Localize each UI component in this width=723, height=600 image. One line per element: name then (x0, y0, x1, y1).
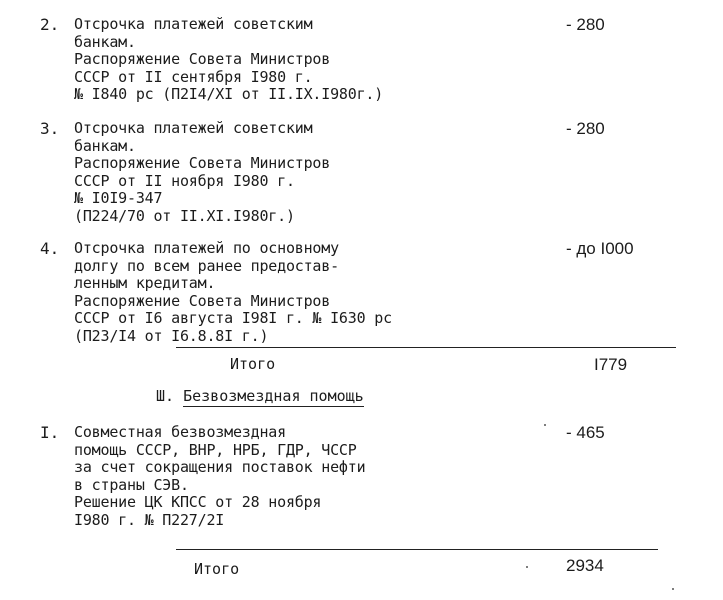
scan-speck (544, 424, 546, 426)
item-line: ленным кредитам. (74, 274, 216, 292)
subtotal-value: I779 (594, 355, 628, 374)
item-number: 4. (40, 239, 60, 258)
item-line: помощь СССР, ВНР, НРБ, ГДР, ЧССР (74, 440, 357, 459)
item-text (74, 16, 383, 104)
item-line: СССР от II сентября I980 г. (74, 67, 313, 86)
item-line: Отсрочка платежей советским (74, 15, 313, 33)
item-text (74, 120, 330, 225)
item-number: 2. (40, 15, 60, 34)
item-text (74, 424, 365, 529)
item-line: СССР от I6 августа I98I г. № I630 рс (74, 309, 392, 327)
item-amount: - 465 (566, 423, 605, 442)
item-line: СССР от II ноября I980 г. (74, 171, 295, 190)
section-heading (156, 388, 364, 405)
item-line: за счет сокращения поставок нефти (74, 458, 366, 476)
item-line: банкам. (74, 136, 136, 155)
subtotal-rule (176, 347, 676, 348)
item-line: (П224/70 от II.XI.I980г.) (74, 206, 295, 225)
item-line: долгу по всем ранее предостав- (74, 256, 339, 275)
item-number: 3. (40, 119, 60, 138)
item-amount: - 280 (566, 15, 605, 34)
scan-speck (526, 566, 528, 568)
item-line: № I840 рс (П2I4/XI от II.IX.I980г.) (74, 85, 384, 103)
item-number: I. (40, 423, 60, 442)
total-value: 2934 (566, 556, 604, 575)
item-line: № I0I9-347 (74, 189, 163, 207)
total-label: Итого (194, 560, 240, 578)
item-line: в страны СЭВ. (74, 475, 189, 494)
subtotal-label: Итого (230, 355, 276, 373)
section-title: Безвозмездная помощь (183, 387, 364, 405)
item-line: I980 г. № П227/2I (74, 510, 225, 529)
item-line: Распоряжение Совета Министров (74, 50, 331, 68)
item-text (74, 240, 392, 345)
item-line: Решение ЦК КПСС от 28 ноября (74, 493, 322, 511)
item-line: Совместная безвозмездная (74, 423, 286, 441)
item-line: (П23/I4 от I6.8.8I г.) (74, 326, 269, 345)
section-numeral: Ш. (156, 387, 175, 405)
item-line: Распоряжение Совета Министров (74, 291, 331, 310)
scan-speck (672, 588, 674, 590)
item-line: Распоряжение Совета Министров (74, 154, 331, 172)
item-amount: - до I000 (566, 239, 634, 258)
item-line: Отсрочка платежей советским (74, 119, 313, 137)
item-line: Отсрочка платежей по основному (74, 239, 339, 257)
item-line: банкам. (74, 32, 136, 51)
total-rule (176, 549, 658, 550)
item-amount: - 280 (566, 119, 605, 138)
